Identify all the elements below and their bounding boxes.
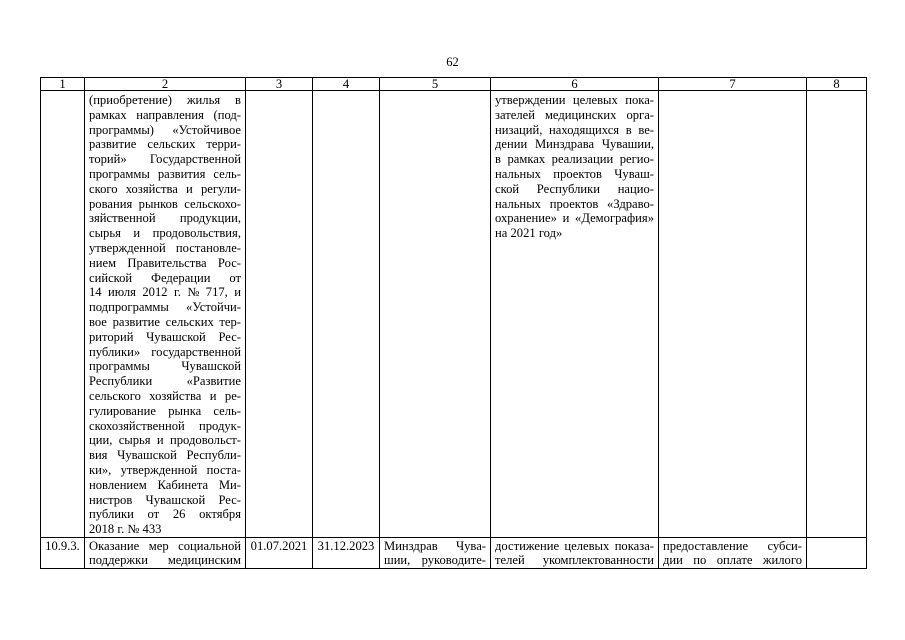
- note-cell: [807, 538, 867, 569]
- text-line: дении Минздрава Чувашии,: [495, 137, 654, 152]
- text-line: 2018 г. № 433: [89, 522, 162, 537]
- page-number: 62: [446, 55, 459, 69]
- text-line: в рамках реализации регио-: [495, 152, 654, 167]
- start-date-cell: 01.07.2021: [246, 538, 313, 569]
- text-line: утвержденной постановле-: [89, 240, 241, 255]
- end-date-cell: [313, 91, 380, 538]
- item-number-cell: [41, 91, 85, 538]
- text-line: торий» Государственной: [89, 152, 241, 167]
- text-line: 14 июля 2012 г. № 717, и: [89, 285, 241, 300]
- header-cell: 3: [246, 78, 313, 91]
- text-line: скохозяйственной продук-: [89, 418, 241, 433]
- result-cell: [491, 538, 659, 569]
- header-row: [41, 78, 867, 91]
- header-cell: 2: [85, 78, 246, 91]
- text-line: новлением Кабинета Ми-: [89, 477, 241, 492]
- header-cell: 1: [41, 78, 85, 91]
- text-line: ции, сырья и продовольст-: [89, 433, 241, 448]
- item-number-cell: 10.9.3.: [41, 538, 85, 569]
- start-date-cell: [246, 91, 313, 538]
- text-line: сырья и продовольствия,: [89, 226, 241, 241]
- activity-cell: [85, 91, 246, 538]
- text-line: ской Республики нацио-: [495, 181, 654, 196]
- text-line: программы) «Устойчивое: [89, 122, 241, 137]
- text-line: программы развития сель-: [89, 166, 241, 181]
- text-line: развитие сельских терри-: [89, 137, 241, 152]
- text-line: Минздрав Чува-: [384, 538, 486, 553]
- result-cell: [491, 91, 659, 538]
- text-line: дии по оплате жилого: [663, 553, 802, 568]
- text-line: нием Правительства Рос-: [89, 255, 241, 270]
- header-cell: 6: [491, 78, 659, 91]
- text-line: нистров Чувашской Рес-: [89, 492, 241, 507]
- text-line: сельского хозяйства и ре-: [89, 388, 241, 403]
- end-date-cell: 31.12.2023: [313, 538, 380, 569]
- text-line: зателей медицинских орга-: [495, 107, 654, 122]
- text-line: достижение целевых показа-: [495, 538, 654, 553]
- text-line: публики от 26 октября: [89, 507, 241, 522]
- text-line: (приобретение) жилья в: [89, 93, 241, 107]
- header-cell: 4: [313, 78, 380, 91]
- executor-cell: [380, 91, 491, 538]
- text-line: нальных проектов Чуваш-: [495, 166, 654, 181]
- text-line: сийской Федерации от: [89, 270, 241, 285]
- text-line: на 2021 год»: [495, 226, 563, 241]
- executor-cell: [380, 538, 491, 569]
- measures-cell: [659, 91, 807, 538]
- text-line: ского хозяйства и регули-: [89, 181, 241, 196]
- text-line: телей укомплектованности: [495, 553, 654, 568]
- header-cell: 5: [380, 78, 491, 91]
- text-line: утверждении целевых пока-: [495, 93, 654, 107]
- text-line: охранение» и «Демография»: [495, 211, 654, 226]
- text-line: вое развитие сельских тер-: [89, 314, 241, 329]
- header-cell: 7: [659, 78, 807, 91]
- text-line: рамках направления (под-: [89, 107, 241, 122]
- text-line: зяйственной продукции,: [89, 211, 241, 226]
- text-line: поддержки медицинским: [89, 553, 241, 568]
- table-row: [41, 538, 867, 569]
- text-line: Республики «Развитие: [89, 374, 241, 389]
- text-line: предоставление субси-: [663, 538, 802, 553]
- note-cell: [807, 91, 867, 538]
- text-line: нальных проектов «Здраво-: [495, 196, 654, 211]
- text-line: подпрограммы «Устойчи-: [89, 300, 241, 315]
- text-line: публики» государственной: [89, 344, 241, 359]
- table-row: [41, 91, 867, 538]
- text-line: рования рынков сельскохо-: [89, 196, 241, 211]
- text-line: Оказание мер социальной: [89, 538, 241, 553]
- text-line: гулирование рынка сель-: [89, 403, 241, 418]
- document-table: [40, 77, 867, 569]
- activity-cell: [85, 538, 246, 569]
- text-line: низаций, находящихся в ве-: [495, 122, 654, 137]
- header-cell: 8: [807, 78, 867, 91]
- text-line: ки», утвержденной поста-: [89, 462, 241, 477]
- text-line: риторий Чувашской Рес-: [89, 329, 241, 344]
- text-line: программы Чувашской: [89, 359, 241, 374]
- measures-cell: [659, 538, 807, 569]
- text-line: вия Чувашской Республи-: [89, 448, 241, 463]
- text-line: шии, руководите-: [384, 553, 486, 568]
